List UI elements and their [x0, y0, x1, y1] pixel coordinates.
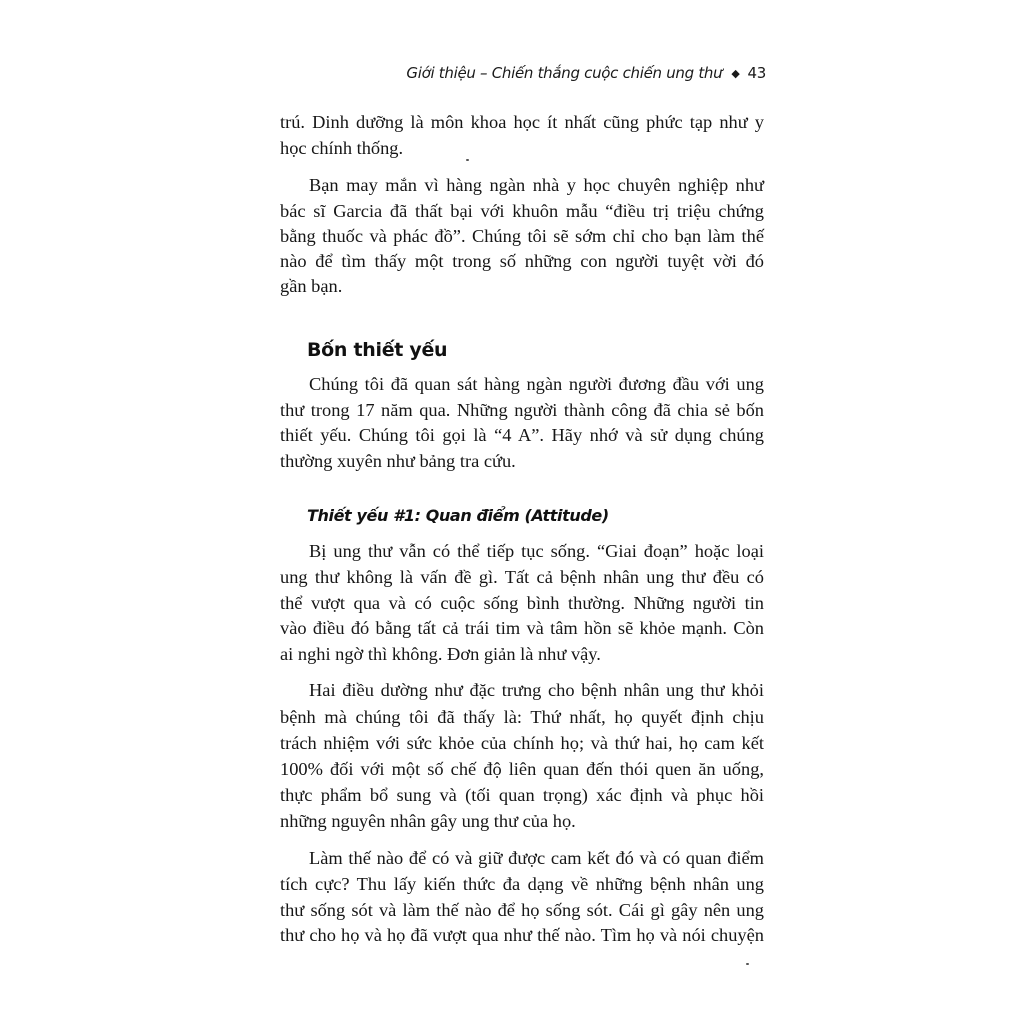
body-line: trách nhiệm với sức khỏe của chính họ; và thứ hai, họ cam kết [280, 733, 764, 753]
print-speck [466, 159, 469, 161]
body-line: Hai điều dường như đặc trưng cho bệnh nhân ung thư khỏi [309, 680, 764, 700]
body-line: Chúng tôi đã quan sát hàng ngàn người đương đầu với ung [309, 374, 764, 394]
body-line: thư cho họ và họ đã vượt qua như thế nào. Tìm họ và nói chuyện [280, 925, 764, 945]
body-line: Bị ung thư vẫn có thể tiếp tục sống. “Giai đoạn” hoặc loại [309, 541, 764, 561]
body-line: thường xuyên như bảng tra cứu. [280, 451, 516, 471]
body-line: bệnh mà chúng tôi đã thấy là: Thứ nhất, họ quyết định chịu [280, 707, 764, 727]
body-line: những nguyên nhân gây ung thư của họ. [280, 811, 576, 831]
body-line: thư trong 17 năm qua. Những người thành công đã chia sẻ bốn [280, 400, 764, 420]
chapter-title: Giới thiệu – Chiến thắng cuộc chiến ung thư [406, 64, 723, 82]
body-line: thực phẩm bổ sung và (tối quan trọng) xác định và phục hồi [280, 785, 764, 805]
body-line: thể vượt qua và có cuộc sống bình thường. Những người tin [280, 593, 764, 613]
body-line: học chính thống. [280, 138, 404, 158]
diamond-separator-icon: ◆ [731, 67, 740, 80]
section-heading: Bốn thiết yếu [307, 339, 448, 361]
body-line: nào để tìm thấy một trong số những con người tuyệt vời đó [280, 251, 764, 271]
body-line: ung thư không là vấn đề gì. Tất cả bệnh nhân ung thư đều có [280, 567, 764, 587]
body-line: Làm thế nào để có và giữ được cam kết đó và có quan điểm [309, 848, 764, 868]
body-line: thiết yếu. Chúng tôi gọi là “4 A”. Hãy nhớ và sử dụng chúng [280, 425, 764, 445]
body-line: vào điều đó bằng tất cả trái tim và tâm hồn sẽ khỏe mạnh. Còn [280, 618, 764, 638]
subsection-heading: Thiết yếu #1: Quan điểm (Attitude) [307, 506, 609, 525]
body-line: Bạn may mắn vì hàng ngàn nhà y học chuyên nghiệp như [309, 175, 764, 195]
body-line: trú. Dinh dưỡng là môn khoa học ít nhất cũng phức tạp như y [280, 112, 764, 132]
running-header [280, 62, 766, 84]
print-speck [746, 963, 749, 965]
page-number: 43 [747, 64, 766, 82]
body-line: 100% đối với một số chế độ liên quan đến thói quen ăn uống, [280, 759, 764, 779]
body-line: thư sống sót và làm thế nào để họ sống sót. Cái gì gây nên ung [280, 900, 764, 920]
body-line: gần bạn. [280, 276, 343, 296]
body-line: bằng thuốc và phác đồ”. Chúng tôi sẽ sớm chỉ cho bạn làm thế [280, 226, 764, 246]
body-line: bác sĩ Garcia đã thất bại với khuôn mẫu “điều trị triệu chứng [280, 201, 764, 221]
body-line: ai nghi ngờ thì không. Đơn giản là như vậy. [280, 644, 601, 664]
body-line: tích cực? Thu lấy kiến thức đa dạng về những bệnh nhân ung [280, 874, 764, 894]
